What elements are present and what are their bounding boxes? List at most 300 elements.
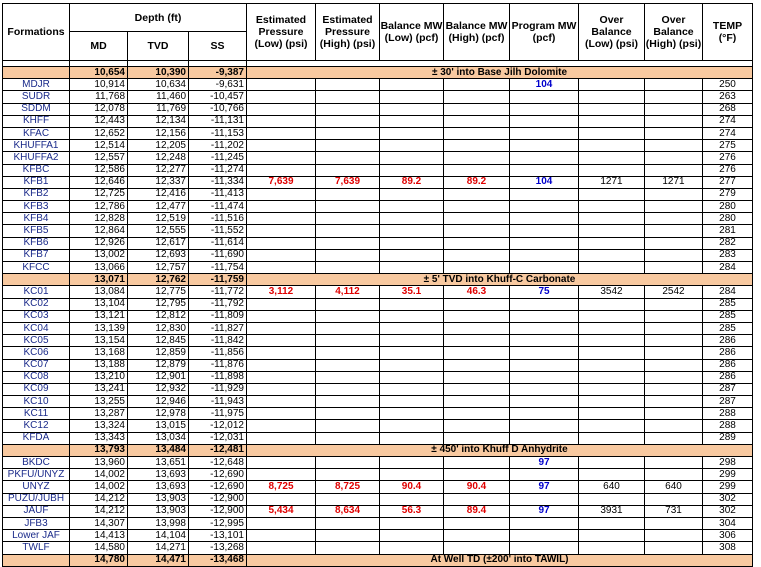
temp-cell: 289 (703, 432, 753, 444)
over-balance-high-cell (645, 469, 703, 481)
tvd-cell: 12,248 (128, 152, 189, 164)
over-balance-high-cell (645, 457, 703, 469)
balance-mw-high-cell (444, 91, 510, 103)
est-pressure-high-cell (316, 322, 380, 334)
formation-row (3, 225, 753, 237)
md-cell: 14,413 (70, 530, 128, 542)
tvd-cell: 12,519 (128, 213, 189, 225)
tvd-cell: 13,693 (128, 481, 189, 493)
est-pressure-high-cell (316, 152, 380, 164)
est-pressure-low-cell (247, 127, 316, 139)
over-balance-high-cell (645, 359, 703, 371)
md-cell: 13,210 (70, 371, 128, 383)
over-balance-high-cell (645, 201, 703, 213)
est-pressure-low-cell (247, 493, 316, 505)
est-pressure-low-cell (247, 225, 316, 237)
md-cell: 14,002 (70, 469, 128, 481)
ss-cell: -12,690 (189, 481, 247, 493)
formation-name: KC04 (3, 322, 70, 334)
over-balance-low-cell (579, 79, 645, 91)
tvd-cell: 14,104 (128, 530, 189, 542)
formation-name: KFCC (3, 262, 70, 274)
over-balance-high-cell (645, 127, 703, 139)
balance-mw-high-cell (444, 493, 510, 505)
milestone-label: ± 30' into Base Jilh Dolomite (247, 67, 753, 79)
md-cell: 13,960 (70, 457, 128, 469)
est-pressure-low-cell (247, 213, 316, 225)
tvd-cell: 11,460 (128, 91, 189, 103)
balance-mw-low-cell (380, 201, 444, 213)
balance-mw-low-cell (380, 432, 444, 444)
temp-cell: 287 (703, 383, 753, 395)
balance-mw-low-cell (380, 493, 444, 505)
md-cell: 13,188 (70, 359, 128, 371)
over-balance-high-cell: 2542 (645, 286, 703, 298)
est-pressure-high-cell (316, 383, 380, 395)
tvd-cell: 12,830 (128, 322, 189, 334)
ss-cell: -12,648 (189, 457, 247, 469)
over-balance-low-cell (579, 249, 645, 261)
over-balance-high-cell (645, 237, 703, 249)
balance-mw-high-cell (444, 152, 510, 164)
formation-row (3, 79, 753, 91)
balance-mw-low-cell (380, 408, 444, 420)
ss-cell: -9,387 (189, 67, 247, 79)
header-over-balance-low: Over Balance (Low) (psi) (579, 4, 645, 61)
balance-mw-high-cell (444, 322, 510, 334)
over-balance-high-cell (645, 335, 703, 347)
balance-mw-low-cell (380, 127, 444, 139)
header-est-pressure-high: Estimated Pressure (High) (psi) (316, 4, 380, 61)
tvd-cell: 13,998 (128, 517, 189, 529)
balance-mw-high-cell (444, 383, 510, 395)
over-balance-high-cell (645, 164, 703, 176)
md-cell: 12,725 (70, 188, 128, 200)
md-cell: 13,121 (70, 310, 128, 322)
tvd-cell: 12,859 (128, 347, 189, 359)
temp-cell: 283 (703, 249, 753, 261)
formation-name: KFB4 (3, 213, 70, 225)
balance-mw-low-cell (380, 79, 444, 91)
ss-cell: -11,772 (189, 286, 247, 298)
md-cell: 10,914 (70, 79, 128, 91)
est-pressure-low-cell (247, 383, 316, 395)
temp-cell: 302 (703, 493, 753, 505)
balance-mw-high-cell (444, 201, 510, 213)
temp-cell: 274 (703, 115, 753, 127)
md-cell: 13,241 (70, 383, 128, 395)
formation-row (3, 115, 753, 127)
formation-row (3, 213, 753, 225)
temp-cell: 306 (703, 530, 753, 542)
balance-mw-high-cell (444, 359, 510, 371)
formation-name: KFB2 (3, 188, 70, 200)
program-mw-cell (510, 542, 579, 554)
tvd-cell: 12,277 (128, 164, 189, 176)
tvd-cell: 12,693 (128, 249, 189, 261)
formation-row (3, 396, 753, 408)
temp-cell: 275 (703, 140, 753, 152)
balance-mw-high-cell (444, 188, 510, 200)
temp-cell: 286 (703, 371, 753, 383)
temp-cell: 276 (703, 164, 753, 176)
est-pressure-high-cell (316, 164, 380, 176)
formation-name: PUZU/JUBH (3, 493, 70, 505)
temp-cell: 280 (703, 213, 753, 225)
balance-mw-low-cell (380, 103, 444, 115)
header-formations: Formations (3, 4, 70, 61)
ss-cell: -11,153 (189, 127, 247, 139)
est-pressure-low-cell (247, 103, 316, 115)
est-pressure-high-cell (316, 262, 380, 274)
balance-mw-high-cell: 46.3 (444, 286, 510, 298)
md-cell: 13,343 (70, 432, 128, 444)
program-mw-cell (510, 359, 579, 371)
balance-mw-low-cell: 35.1 (380, 286, 444, 298)
balance-mw-low-cell (380, 91, 444, 103)
formation-row (3, 310, 753, 322)
md-cell: 10,654 (70, 67, 128, 79)
formation-row (3, 469, 753, 481)
temp-cell: 250 (703, 79, 753, 91)
ss-cell: -11,690 (189, 249, 247, 261)
formation-name: KFB5 (3, 225, 70, 237)
balance-mw-low-cell (380, 152, 444, 164)
est-pressure-low-cell (247, 310, 316, 322)
tvd-cell: 12,901 (128, 371, 189, 383)
program-mw-cell (510, 517, 579, 529)
est-pressure-high-cell (316, 79, 380, 91)
ss-cell: -12,031 (189, 432, 247, 444)
ss-cell: -9,631 (189, 79, 247, 91)
tvd-cell: 10,634 (128, 79, 189, 91)
program-mw-cell (510, 347, 579, 359)
formation-name: KC12 (3, 420, 70, 432)
ss-cell: -11,516 (189, 213, 247, 225)
est-pressure-low-cell (247, 164, 316, 176)
est-pressure-low-cell (247, 432, 316, 444)
est-pressure-low-cell: 8,725 (247, 481, 316, 493)
balance-mw-low-cell (380, 530, 444, 542)
over-balance-low-cell (579, 408, 645, 420)
ss-cell: -11,809 (189, 310, 247, 322)
formation-row (3, 359, 753, 371)
est-pressure-high-cell (316, 310, 380, 322)
formation-row (3, 493, 753, 505)
over-balance-low-cell (579, 201, 645, 213)
est-pressure-high-cell: 4,112 (316, 286, 380, 298)
balance-mw-high-cell (444, 298, 510, 310)
program-mw-cell (510, 298, 579, 310)
milestone-row (3, 274, 753, 286)
formation-name: KC07 (3, 359, 70, 371)
over-balance-low-cell (579, 225, 645, 237)
ss-cell: -12,690 (189, 469, 247, 481)
tvd-cell: 11,769 (128, 103, 189, 115)
milestone-spacer (3, 274, 70, 286)
est-pressure-high-cell (316, 359, 380, 371)
program-mw-cell (510, 469, 579, 481)
temp-cell: 285 (703, 322, 753, 334)
md-cell: 14,212 (70, 505, 128, 517)
ss-cell: -12,481 (189, 444, 247, 456)
over-balance-low-cell (579, 140, 645, 152)
tvd-cell: 12,946 (128, 396, 189, 408)
over-balance-high-cell (645, 188, 703, 200)
over-balance-high-cell (645, 322, 703, 334)
formation-row (3, 505, 753, 517)
over-balance-high-cell (645, 140, 703, 152)
formation-name: KFB7 (3, 249, 70, 261)
balance-mw-low-cell (380, 213, 444, 225)
formation-row (3, 188, 753, 200)
program-mw-cell (510, 164, 579, 176)
formation-name: KFB6 (3, 237, 70, 249)
formation-name: KC06 (3, 347, 70, 359)
tvd-cell: 13,651 (128, 457, 189, 469)
program-mw-cell (510, 335, 579, 347)
program-mw-cell: 104 (510, 79, 579, 91)
over-balance-high-cell (645, 91, 703, 103)
ss-cell: -12,995 (189, 517, 247, 529)
balance-mw-low-cell: 56.3 (380, 505, 444, 517)
tvd-cell: 12,156 (128, 127, 189, 139)
over-balance-low-cell (579, 152, 645, 164)
est-pressure-high-cell (316, 249, 380, 261)
est-pressure-high-cell (316, 457, 380, 469)
md-cell: 13,084 (70, 286, 128, 298)
est-pressure-low-cell (247, 91, 316, 103)
est-pressure-low-cell (247, 335, 316, 347)
over-balance-high-cell (645, 115, 703, 127)
temp-cell: 277 (703, 176, 753, 188)
over-balance-low-cell (579, 91, 645, 103)
tvd-cell: 13,903 (128, 505, 189, 517)
over-balance-low-cell (579, 493, 645, 505)
balance-mw-low-cell (380, 335, 444, 347)
balance-mw-high-cell (444, 115, 510, 127)
temp-cell: 304 (703, 517, 753, 529)
est-pressure-low-cell (247, 457, 316, 469)
md-cell: 14,780 (70, 554, 128, 566)
est-pressure-low-cell (247, 237, 316, 249)
over-balance-low-cell: 3931 (579, 505, 645, 517)
est-pressure-low-cell (247, 262, 316, 274)
over-balance-low-cell: 640 (579, 481, 645, 493)
milestone-label: ± 5' TVD into Khuff-C Carbonate (247, 274, 753, 286)
balance-mw-high-cell (444, 79, 510, 91)
program-mw-cell (510, 262, 579, 274)
over-balance-high-cell (645, 152, 703, 164)
md-cell: 13,168 (70, 347, 128, 359)
ss-cell: -13,468 (189, 554, 247, 566)
program-mw-cell (510, 237, 579, 249)
formation-name: KC03 (3, 310, 70, 322)
est-pressure-high-cell (316, 347, 380, 359)
temp-cell: 282 (703, 237, 753, 249)
over-balance-low-cell (579, 310, 645, 322)
balance-mw-high-cell (444, 408, 510, 420)
balance-mw-low-cell (380, 140, 444, 152)
program-mw-cell (510, 310, 579, 322)
over-balance-high-cell (645, 517, 703, 529)
formation-name: JAUF (3, 505, 70, 517)
temp-cell: 276 (703, 152, 753, 164)
program-mw-cell: 97 (510, 505, 579, 517)
balance-mw-low-cell (380, 371, 444, 383)
md-cell: 11,768 (70, 91, 128, 103)
ss-cell: -11,827 (189, 322, 247, 334)
ss-cell: -11,552 (189, 225, 247, 237)
balance-mw-high-cell (444, 249, 510, 261)
balance-mw-high-cell (444, 420, 510, 432)
temp-cell: 284 (703, 262, 753, 274)
est-pressure-low-cell (247, 371, 316, 383)
temp-cell: 279 (703, 188, 753, 200)
est-pressure-high-cell (316, 408, 380, 420)
over-balance-low-cell (579, 347, 645, 359)
milestone-row (3, 444, 753, 456)
header-est-pressure-low: Estimated Pressure (Low) (psi) (247, 4, 316, 61)
tvd-cell: 12,477 (128, 201, 189, 213)
md-cell: 12,786 (70, 201, 128, 213)
est-pressure-low-cell (247, 140, 316, 152)
temp-cell: 288 (703, 420, 753, 432)
formation-name: KC08 (3, 371, 70, 383)
formation-row (3, 542, 753, 554)
balance-mw-high-cell (444, 347, 510, 359)
milestone-label: ± 450' into Khuff D Anhydrite (247, 444, 753, 456)
est-pressure-low-cell (247, 530, 316, 542)
balance-mw-high-cell (444, 310, 510, 322)
program-mw-cell (510, 371, 579, 383)
balance-mw-high-cell (444, 335, 510, 347)
formation-row (3, 335, 753, 347)
over-balance-high-cell (645, 420, 703, 432)
tvd-cell: 12,845 (128, 335, 189, 347)
est-pressure-high-cell: 7,639 (316, 176, 380, 188)
md-cell: 13,154 (70, 335, 128, 347)
over-balance-high-cell (645, 262, 703, 274)
milestone-label: At Well TD (±200' into TAWIL) (247, 554, 753, 566)
program-mw-cell: 75 (510, 286, 579, 298)
header-program-mw: Program MW (pcf) (510, 4, 579, 61)
over-balance-low-cell: 3542 (579, 286, 645, 298)
over-balance-high-cell (645, 225, 703, 237)
over-balance-low-cell: 1271 (579, 176, 645, 188)
balance-mw-high-cell (444, 432, 510, 444)
temp-cell: 299 (703, 469, 753, 481)
est-pressure-low-cell: 7,639 (247, 176, 316, 188)
balance-mw-high-cell (444, 164, 510, 176)
tvd-cell: 14,271 (128, 542, 189, 554)
formation-name: KC05 (3, 335, 70, 347)
over-balance-low-cell (579, 469, 645, 481)
md-cell: 14,580 (70, 542, 128, 554)
ss-cell: -11,856 (189, 347, 247, 359)
tvd-cell: 12,757 (128, 262, 189, 274)
est-pressure-low-cell (247, 517, 316, 529)
header-balance-mw-low: Balance MW (Low) (pcf) (380, 4, 444, 61)
md-cell: 12,586 (70, 164, 128, 176)
tvd-cell: 12,932 (128, 383, 189, 395)
est-pressure-high-cell (316, 298, 380, 310)
formation-row (3, 127, 753, 139)
program-mw-cell (510, 396, 579, 408)
est-pressure-high-cell (316, 237, 380, 249)
est-pressure-low-cell (247, 420, 316, 432)
tvd-cell: 12,416 (128, 188, 189, 200)
ss-cell: -11,413 (189, 188, 247, 200)
est-pressure-high-cell (316, 115, 380, 127)
ss-cell: -11,792 (189, 298, 247, 310)
temp-cell: 302 (703, 505, 753, 517)
formation-name: UNYZ (3, 481, 70, 493)
tvd-cell: 12,555 (128, 225, 189, 237)
md-cell: 12,078 (70, 103, 128, 115)
over-balance-high-cell (645, 371, 703, 383)
balance-mw-high-cell (444, 469, 510, 481)
milestone-spacer (3, 67, 70, 79)
est-pressure-high-cell (316, 517, 380, 529)
balance-mw-high-cell: 89.4 (444, 505, 510, 517)
ss-cell: -11,754 (189, 262, 247, 274)
over-balance-high-cell (645, 542, 703, 554)
program-mw-cell (510, 432, 579, 444)
balance-mw-low-cell (380, 322, 444, 334)
md-cell: 13,287 (70, 408, 128, 420)
temp-cell: 263 (703, 91, 753, 103)
est-pressure-low-cell (247, 79, 316, 91)
formation-name: KFBC (3, 164, 70, 176)
header-over-balance-high: Over Balance (High) (psi) (645, 4, 703, 61)
program-mw-cell (510, 530, 579, 542)
program-mw-cell (510, 322, 579, 334)
formation-row (3, 140, 753, 152)
ss-cell: -10,457 (189, 91, 247, 103)
formation-name: PKFU/UNYZ (3, 469, 70, 481)
balance-mw-high-cell (444, 225, 510, 237)
est-pressure-high-cell (316, 201, 380, 213)
temp-cell: 299 (703, 481, 753, 493)
over-balance-low-cell (579, 237, 645, 249)
program-mw-cell (510, 249, 579, 261)
est-pressure-high-cell (316, 103, 380, 115)
over-balance-low-cell (579, 432, 645, 444)
balance-mw-high-cell (444, 542, 510, 554)
program-mw-cell (510, 420, 579, 432)
md-cell: 12,514 (70, 140, 128, 152)
temp-cell: 280 (703, 201, 753, 213)
md-cell: 13,793 (70, 444, 128, 456)
formation-row (3, 201, 753, 213)
temp-cell: 288 (703, 408, 753, 420)
over-balance-low-cell (579, 213, 645, 225)
est-pressure-high-cell (316, 127, 380, 139)
over-balance-low-cell (579, 262, 645, 274)
md-cell: 13,255 (70, 396, 128, 408)
program-mw-cell (510, 115, 579, 127)
over-balance-high-cell: 731 (645, 505, 703, 517)
formation-row (3, 383, 753, 395)
formation-row (3, 164, 753, 176)
est-pressure-high-cell: 8,634 (316, 505, 380, 517)
ss-cell: -11,474 (189, 201, 247, 213)
formation-name: JFB3 (3, 517, 70, 529)
est-pressure-high-cell (316, 140, 380, 152)
ss-cell: -11,245 (189, 152, 247, 164)
balance-mw-high-cell (444, 457, 510, 469)
